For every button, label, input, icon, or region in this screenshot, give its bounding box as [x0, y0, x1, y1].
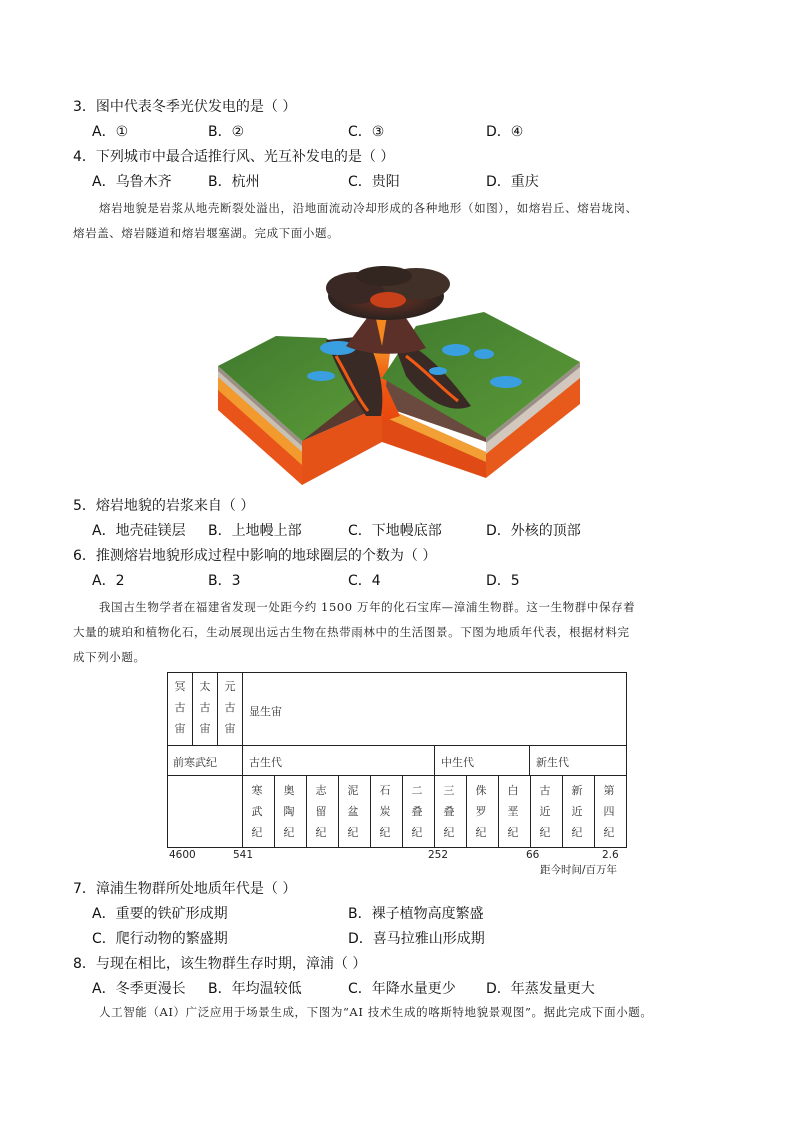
precambrian-label: 前寒武纪: [173, 756, 217, 769]
passage-2-line-3: 成下列小题。: [73, 650, 146, 664]
eon-cell-archean: [192, 672, 217, 745]
geologic-time-table: [167, 672, 627, 848]
passage-2-line-2: 大量的琥珀和植物化石，生动展现出远古生物在热带雨林中的生活图景。下图为地质年代表，根据材料完: [73, 625, 630, 639]
tick-252: 252: [428, 849, 449, 861]
eon-cell-phanerozoic: [242, 672, 627, 745]
eon-hadean-label: 冥古宙: [174, 680, 186, 735]
eon-cell-proterozoic: [217, 672, 242, 745]
q5-option-d[interactable]: D．外核的顶部: [486, 523, 581, 539]
period-cell: [338, 775, 370, 848]
q7-option-b[interactable]: B．裸子植物高度繁盛: [348, 906, 484, 922]
q8-option-d[interactable]: D．年蒸发量更大: [486, 981, 595, 997]
q6-option-c[interactable]: C．4: [348, 573, 381, 589]
era-cell-paleozoic: [242, 745, 434, 775]
q3-option-d[interactable]: D．④: [486, 124, 524, 140]
q5-option-a[interactable]: A．地壳硅镁层: [92, 523, 186, 539]
precambrian-cell: [167, 745, 242, 775]
passage-2-line-1: 我国古生物学者在福建省发现一处距今约 1500 万年的化石宝库—漳浦生物群。这一生物群中保存着: [99, 600, 636, 614]
question-5-stem: 5．熔岩地貌的岩浆来自（ ）: [73, 498, 255, 514]
period-label: 奥陶纪: [283, 784, 295, 839]
period-label: 寒武纪: [251, 784, 263, 839]
q7-option-d[interactable]: D．喜马拉雅山形成期: [348, 931, 485, 947]
q4-option-b[interactable]: B．杭州: [208, 174, 260, 190]
period-label: 侏罗纪: [475, 784, 487, 839]
period-label: 第四纪: [603, 784, 615, 839]
period-cell: [466, 775, 498, 848]
period-label: 石炭纪: [379, 784, 391, 839]
period-label: 白垩纪: [507, 784, 519, 839]
q6-option-a[interactable]: A．2: [92, 573, 125, 589]
q5-option-b[interactable]: B．上地幔上部: [208, 523, 302, 539]
passage-ai-karst: [73, 1000, 723, 1025]
period-cell: [498, 775, 530, 848]
period-label: 二叠纪: [411, 784, 423, 839]
era-cenozoic-label: 新生代: [536, 756, 569, 769]
question-8-stem: 8．与现在相比，该生物群生存时期，漳浦（ ）: [73, 956, 367, 972]
q8-option-b[interactable]: B．年均温较低: [208, 981, 302, 997]
q8-option-a[interactable]: A．冬季更漫长: [92, 981, 186, 997]
period-cell: [434, 775, 466, 848]
period-label: 泥盆纪: [347, 784, 359, 839]
period-label: 志留纪: [315, 784, 327, 839]
question-3-stem: 3．图中代表冬季光伏发电的是（ ）: [73, 99, 297, 115]
precambrian-period-cell: [167, 775, 242, 848]
passage-lava-landforms: [73, 196, 723, 246]
passage-zhangpu-biota: [73, 595, 723, 670]
question-7-stem: 7．漳浦生物群所处地质年代是（ ）: [73, 881, 297, 897]
q5-option-c[interactable]: C．下地幔底部: [348, 523, 442, 539]
q4-option-d[interactable]: D．重庆: [486, 174, 539, 190]
q3-option-c[interactable]: C．③: [348, 124, 385, 140]
tick-541: 541: [233, 849, 254, 861]
period-cell: [242, 775, 274, 848]
period-cell: [402, 775, 434, 848]
period-label: 新近纪: [571, 784, 583, 839]
period-cell: [274, 775, 306, 848]
period-cell: [530, 775, 562, 848]
eon-proterozoic-label: 元古宙: [224, 680, 236, 735]
q4-option-c[interactable]: C．贵阳: [348, 174, 400, 190]
eon-phanerozoic-label: 显生宙: [249, 705, 282, 718]
question-4-stem: 4．下列城市中最合适推行风、光互补发电的是（ ）: [73, 149, 395, 165]
volcano-block-diagram: [216, 266, 582, 488]
q8-option-c[interactable]: C．年降水量更少: [348, 981, 456, 997]
period-cell: [306, 775, 338, 848]
era-paleozoic-label: 古生代: [249, 756, 282, 769]
q6-option-b[interactable]: B．3: [208, 573, 241, 589]
axis-unit-label: 距今时间/百万年: [540, 864, 618, 876]
passage-1-line-1: 熔岩地貌是岩浆从地壳断裂处溢出，沿地面流动冷却形成的各种地形（如图），如熔岩丘、熔岩垅岗、: [99, 201, 638, 215]
q6-option-d[interactable]: D．5: [486, 573, 520, 589]
era-mesozoic-label: 中生代: [441, 756, 474, 769]
eruption-plume: [326, 266, 450, 320]
period-cell: [370, 775, 402, 848]
eon-cell-hadean: [167, 672, 192, 745]
tick-2-6: 2.6: [602, 849, 619, 861]
tick-4600: 4600: [169, 849, 196, 861]
question-6-stem: 6．推测熔岩地貌形成过程中影响的地球圈层的个数为（ ）: [73, 548, 437, 564]
q3-option-a[interactable]: A．①: [92, 124, 129, 140]
era-cell-cenozoic: [529, 745, 627, 775]
passage-3-line-1: 人工智能（AI）广泛应用于场景生成，下图为“AI 技术生成的喀斯特地貌景观图”。据此完成下面小题。: [99, 1005, 653, 1019]
q7-option-c[interactable]: C．爬行动物的繁盛期: [92, 931, 228, 947]
tick-66: 66: [526, 849, 540, 861]
period-label: 三叠纪: [443, 784, 455, 839]
q7-option-a[interactable]: A．重要的铁矿形成期: [92, 906, 228, 922]
era-cell-mesozoic: [434, 745, 529, 775]
passage-1-line-2: 熔岩盖、熔岩隧道和熔岩堰塞湖。完成下面小题。: [73, 226, 340, 240]
q4-option-a[interactable]: A．乌鲁木齐: [92, 174, 172, 190]
period-label: 古近纪: [539, 784, 551, 839]
period-cell: [594, 775, 627, 848]
q3-option-b[interactable]: B．②: [208, 124, 245, 140]
period-cell: [562, 775, 594, 848]
eon-archean-label: 太古宙: [199, 680, 211, 735]
